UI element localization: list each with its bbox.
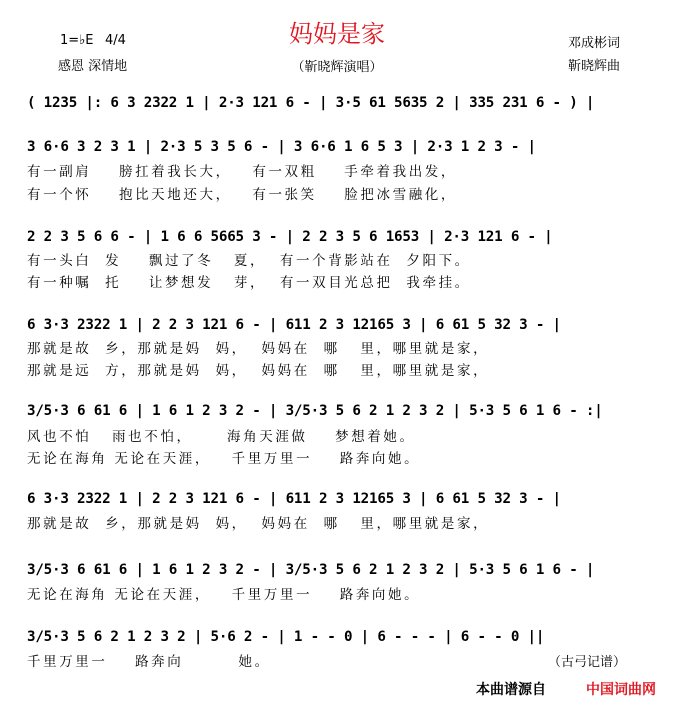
lyric-verse-2: 那就是远 方，那就是妈 妈， 妈妈在 哪 里，哪里就是家， (27, 363, 490, 379)
notation-line: 6 3·3 2322 1 | 2 2 3 121 6 - | 611 2 3 12165 3 | 6 61 5 32 3 - | (27, 491, 561, 507)
notation-line: 3/5·3 6 61 6 | 1 6 1 2 3 2 - | 3/5·3 5 6 2 1 2 3 2 | 5·3 5 6 1 6 - :| (27, 403, 603, 419)
notation-line: 6 3·3 2322 1 | 2 2 3 121 6 - | 611 2 3 12165 3 | 6 61 5 32 3 - | (27, 317, 561, 333)
lyric-verse-1: 风也不怕 雨也不怕， 海角天涯做 梦想着她。 (27, 429, 416, 445)
source-label: 本曲谱源自 (476, 682, 546, 698)
notation-line: 3 6·6 3 2 3 1 | 2·3 5 3 5 6 - | 3 6·6 1 6 5 3 | 2·3 1 2 3 - | (27, 139, 536, 155)
song-title: 妈妈是家 (289, 20, 385, 48)
lyric-verse-1: 千里万里一 路奔向 她。 (27, 654, 271, 670)
lyric-verse-1: 那就是故 乡，那就是妈 妈， 妈妈在 哪 里，哪里就是家， (27, 341, 490, 357)
notation-line: 3/5·3 5 6 2 1 2 3 2 | 5·6 2 - | 1 - - 0 | 6 - - - | 6 - - 0 || (27, 629, 545, 645)
mood-marking: 感恩 深情地 (58, 59, 128, 74)
notation-line: ( 1235 |: 6 3 2322 1 | 2·3 121 6 - | 3·5 61 5635 2 | 335 231 6 - ) | (27, 95, 595, 111)
lyric-verse-1: 有一头白 发 飘过了冬 夏， 有一个背影站在 夕阳下。 (27, 253, 471, 269)
composer-credit: 靳晓辉曲 (568, 59, 621, 74)
lyric-verse-1: 有一副肩 膀扛着我长大， 有一双粗 手牵着我出发， (27, 164, 458, 180)
site-name-link[interactable]: 中国词曲网 (586, 682, 656, 698)
lyric-verse-1: 那就是故 乡，那就是妈 妈， 妈妈在 哪 里，哪里就是家， (27, 516, 490, 532)
lyric-verse-2: 有一个怀 抱比天地还大， 有一张笑 脸把冰雪融化， (27, 187, 458, 203)
notation-credit: （古弓记谱） (548, 655, 627, 670)
key-signature: 1=♭E (60, 33, 94, 48)
time-signature: 4/4 (105, 33, 126, 48)
notation-line: 3/5·3 6 61 6 | 1 6 1 2 3 2 - | 3/5·3 5 6 2 1 2 3 2 | 5·3 5 6 1 6 - | (27, 562, 595, 578)
singer-credit: （靳晓辉演唱） (291, 60, 383, 75)
lyric-verse-2: 有一种嘱 托 让梦想发 芽， 有一双目光总把 我牵挂。 (27, 275, 471, 291)
lyricist-credit: 邓成彬词 (568, 36, 621, 51)
notation-line: 2 2 3 5 6 6 - | 1 6 6 5665 3 - | 2 2 3 5 6 1653 | 2·3 121 6 - | (27, 229, 553, 245)
lyric-verse-2: 无论在海角 无论在天涯， 千里万里一 路奔向她。 (27, 451, 421, 467)
lyric-verse-1: 无论在海角 无论在天涯， 千里万里一 路奔向她。 (27, 587, 421, 603)
